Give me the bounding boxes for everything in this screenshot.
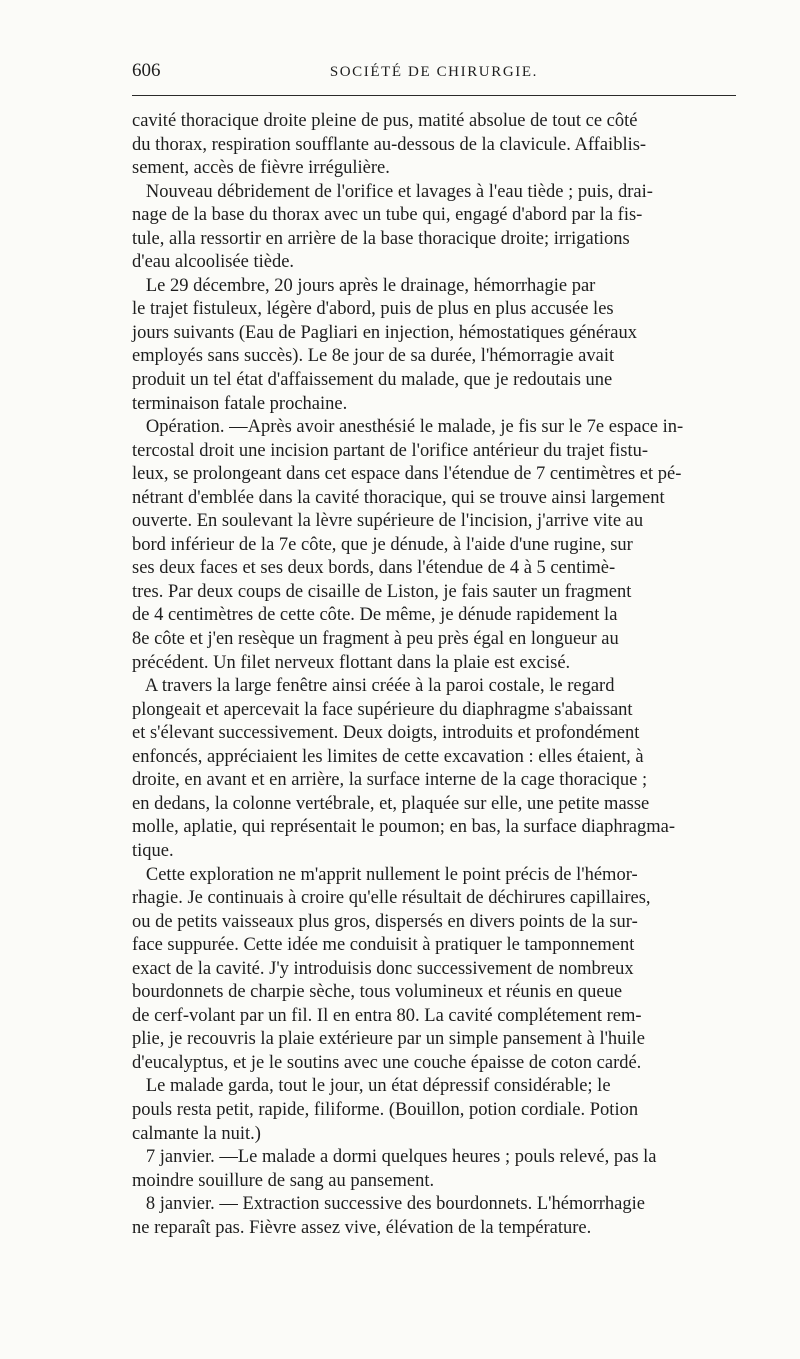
text-line: bourdonnets de charpie sèche, tous volumineux et réunis en queue (132, 982, 623, 1003)
text-line: nage de la base du thorax avec un tube qui, engagé d'abord par la fis- (132, 205, 643, 226)
text-line: exact de la cavité. J'y introduisis donc successivement de nombreux (132, 958, 634, 979)
text-line: rhagie. Je continuais à croire qu'elle résultait de déchirures capillaires, (132, 888, 651, 909)
text-line: moindre souillure de sang au pansement. (132, 1170, 435, 1191)
text-line: jours suivants (Eau de Pagliari en injection, hémostatiques généraux (132, 322, 638, 343)
text-line: Cette exploration ne m'apprit nullement le point précis de l'hémor- (132, 864, 638, 885)
text-line: employés sans succès). Le 8e jour de sa durée, l'hémorragie avait (132, 346, 615, 367)
text-line: 7 janvier. —Le malade a dormi quelques heures ; pouls relevé, pas la (132, 1147, 657, 1168)
text-line: plongeait et apercevait la face supérieure du diaphragme s'abaissant (132, 699, 633, 720)
text-line: 8e côte et j'en resèque un fragment à peu près égal en longueur au (132, 629, 619, 650)
text-line: nétrant d'emblée dans la cavité thoracique, qui se trouve ainsi largement (132, 487, 665, 508)
text-line: d'eucalyptus, et je le soutins avec une couche épaisse de coton cardé. (132, 1052, 642, 1073)
running-head: SOCIÉTÉ DE CHIRURGIE. (329, 64, 538, 80)
text-line: pouls resta petit, rapide, filiforme. (Bouillon, potion cordiale. Potion (132, 1099, 639, 1120)
text-line: en dedans, la colonne vertébrale, et, plaquée sur elle, une petite masse (132, 793, 650, 814)
text-line: leux, se prolongeant dans cet espace dans l'étendue de 7 centimètres et pé- (132, 464, 682, 485)
text-line: Le malade garda, tout le jour, un état dépressif considérable; le (132, 1076, 611, 1097)
text-line: ouverte. En soulevant la lèvre supérieure de l'incision, j'arrive vite au (132, 511, 644, 532)
text-line: bord inférieur de la 7e côte, que je dénude, à l'aide d'une rugine, sur (132, 534, 633, 555)
page-header (132, 60, 738, 82)
text-line: plie, je recouvris la plaie extérieure par un simple pansement à l'huile (132, 1029, 645, 1050)
text-line: enfoncés, appréciaient les limites de cette excavation : elles étaient, à (132, 746, 644, 767)
text-line: du thorax, respiration soufflante au-dessous de la clavicule. Affaiblis- (132, 134, 647, 155)
text-line: 8 janvier. — Extraction successive des bourdonnets. L'hémorrhagie (132, 1194, 645, 1215)
text-line: cavité thoracique droite pleine de pus, matité absolue de tout ce côté (132, 111, 638, 131)
text-line: sement, accès de fièvre irrégulière. (132, 158, 390, 179)
text-line: d'eau alcoolisée tiède. (132, 252, 295, 273)
text-line: précédent. Un filet nerveux flottant dans la plaie est excisé. (132, 652, 571, 673)
text-line: Opération. —Après avoir anesthésié le malade, je fis sur le 7e espace in- (132, 417, 684, 438)
text-line: tres. Par deux coups de cisaille de Liston, je fais sauter un fragment (132, 581, 632, 602)
text-line: droite, en avant et en arrière, la surface interne de la cage thoracique ; (132, 770, 648, 791)
text-line: molle, aplatie, qui représentait le poumon; en bas, la surface diaphragma- (132, 817, 675, 838)
page-number: 606 (132, 60, 161, 81)
text-line: ou de petits vaisseaux plus gros, dispersés en divers points de la sur- (132, 911, 638, 932)
text-line: ne reparaît pas. Fièvre assez vive, élévation de la température. (132, 1217, 592, 1238)
text-line: face suppurée. Cette idée me conduisit à pratiquer le tamponnement (132, 935, 635, 956)
text-line: Le 29 décembre, 20 jours après le drainage, hémorrhagie par (132, 275, 596, 296)
text-line: produit un tel état d'affaissement du malade, que je redoutais une (132, 370, 613, 391)
text-line: A travers la large fenêtre ainsi créée à la paroi costale, le regard (132, 676, 615, 697)
text-line: Nouveau débridement de l'orifice et lavages à l'eau tiède ; puis, drai- (132, 181, 653, 202)
text-line: tule, alla ressortir en arrière de la base thoracique droite; irrigations (132, 228, 630, 249)
header-rule (132, 95, 736, 96)
text-line: calmante la nuit.) (132, 1123, 261, 1144)
body-text (132, 110, 752, 1240)
text-line: tercostal droit une incision partant de l'orifice antérieur du trajet fistu- (132, 440, 649, 461)
text-line: de cerf-volant par un fil. Il en entra 80. La cavité complétement rem- (132, 1005, 642, 1026)
text-line: ses deux faces et ses deux bords, dans l'étendue de 4 à 5 centimè- (132, 558, 616, 579)
text-line: terminaison fatale prochaine. (132, 393, 348, 414)
text-line: et s'élevant successivement. Deux doigts, introduits et profondément (132, 723, 640, 744)
text-line: le trajet fistuleux, légère d'abord, puis de plus en plus accusée les (132, 299, 614, 320)
text-line: de 4 centimètres de cette côte. De même, je dénude rapidement la (132, 605, 618, 626)
text-line: tique. (132, 840, 174, 861)
